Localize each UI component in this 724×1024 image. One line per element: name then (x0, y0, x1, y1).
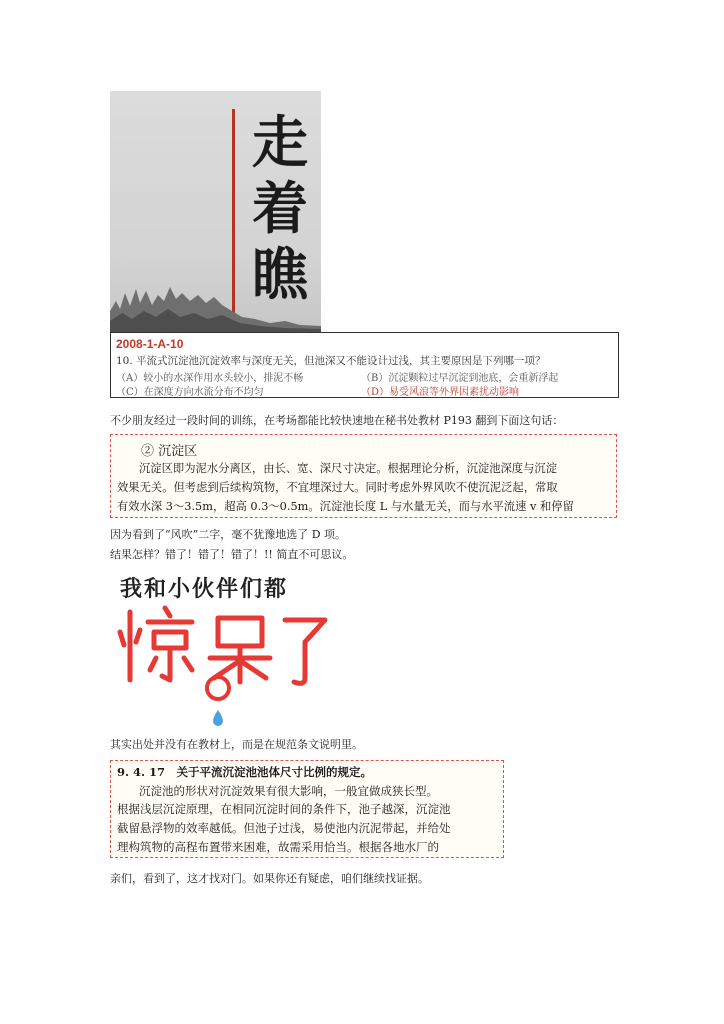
excerpt-heading: ② 沉淀区 (141, 444, 198, 459)
paragraph-5: 亲们，看到了，这才找对门。如果你还有疑虑，咱们继续找证据。 (110, 872, 429, 885)
option-a: （A）较小的水深作用水头较小，排泥不畅 (116, 373, 304, 384)
textbook-excerpt (110, 434, 617, 518)
option-c: （C）在深度方向水流分布不均匀 (116, 387, 264, 398)
spec-line: 根据浅层沉淀原理，在相同沉淀时间的条件下，池子越深，沉淀池 (117, 802, 451, 816)
spec-heading: 9. 4. 17 关于平流沉淀池池体尺寸比例的规定。 (117, 765, 373, 779)
specification-excerpt (110, 760, 504, 858)
option-b: （B）沉淀颗粒过早沉淀到池底，会重新浮起 (361, 373, 559, 384)
surprised-lettering (110, 570, 340, 730)
paragraph-2: 因为看到了“风吹”二字，毫不犹豫地选了 D 项。 (110, 528, 347, 541)
paragraph-1: 不少朋友经过一段时间的训练，在考场都能比较快速地在秘书处教材 P193 翻到下面这句话： (110, 414, 564, 427)
spec-line: 截留悬浮物的效率越低。但池子过浅，易使池内沉泥带起，并给处 (117, 821, 451, 835)
surprised-graphic (110, 570, 340, 730)
question-box (110, 332, 619, 398)
excerpt-line: 沉淀区即为泥水分离区，由长、宽、深尺寸决定。根据理论分析，沉淀池深度与沉淀 (139, 462, 557, 475)
cover-char-3: 瞧 (252, 242, 308, 308)
paragraph-4: 其实出处并没有在教材上，而是在规范条文说明里。 (110, 738, 363, 751)
cover-image (110, 91, 321, 332)
question-id: 2008-1-A-10 (116, 337, 184, 351)
grass-illustration (110, 271, 321, 332)
option-d: （D）易受风浪等外界因素扰动影响 (361, 387, 520, 398)
surprised-caption: 我和小伙伴们都 (120, 576, 289, 601)
cover-char-1: 走 (252, 110, 308, 176)
question-text: 10. 平流式沉淀池沉淀效率与深度无关，但池深又不能设计过浅，其主要原因是下列哪一项？ (116, 355, 546, 367)
spec-line: 理构筑物的高程布置带来困难，故需采用恰当。根据各地水厂的 (117, 840, 439, 854)
excerpt-line: 效果无关。但考虑到后续构筑物，不宜埋深过大。同时考虑外界风吹不使沉泥泛起，常取 (117, 481, 558, 494)
spec-line: 沉淀池的形状对沉淀效果有很大影响，一般宜做成狭长型。 (139, 784, 438, 798)
paragraph-3: 结果怎样？错了！错了！错了！!! 简直不可思议。 (110, 548, 354, 561)
cover-char-2: 着 (252, 176, 308, 242)
excerpt-line: 有效水深 3～3.5m，超高 0.3～0.5m。沉淀池长度 L 与水量无关，而与水平流速 v 和停留 (117, 500, 574, 513)
